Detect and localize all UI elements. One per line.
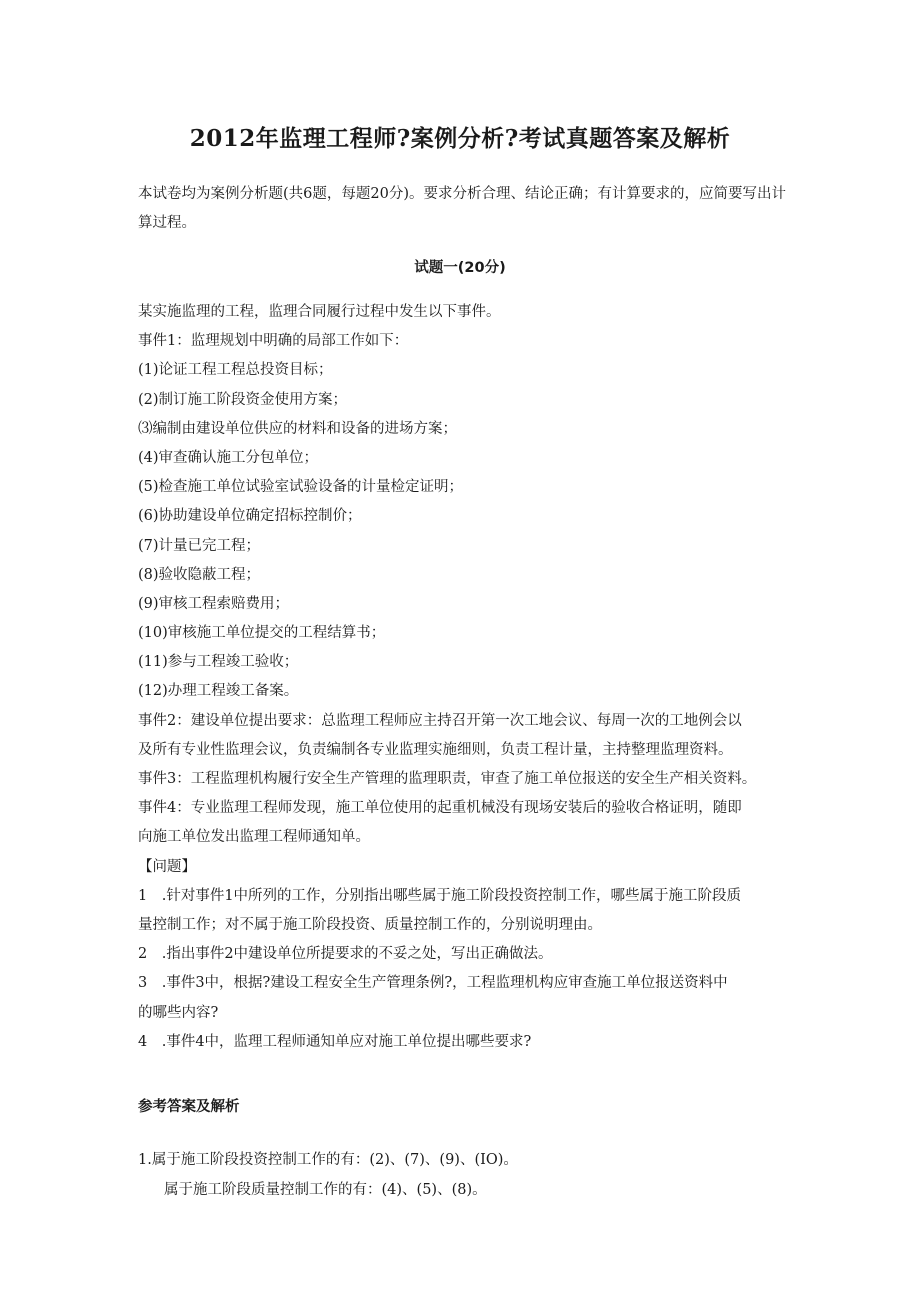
list-item: (4)审查确认施工分包单位； [138, 449, 319, 466]
list-item: (9)审核工程索赔费用； [138, 595, 290, 612]
list-item: (6)协助建设单位确定招标控制价； [138, 508, 362, 525]
answer-heading: 参考答案及解析 [138, 1099, 240, 1115]
text-line: 及所有专业性监理会议，负责编制各专业监理实施细则，负责工程计量，主持整理监理资料。 [138, 741, 733, 758]
exam-instructions: 本试卷均为案例分析题(共6题，每题20分)。要求分析合理、结论正确；有计算要求的，应简要写出计算过程。 [138, 186, 786, 231]
question-item: 4 .事件4中，监理工程师通知单应对施工单位提出哪些要求? [138, 1033, 532, 1050]
list-item: (2)制订施工阶段资金使用方案； [138, 391, 348, 408]
answers-body [138, 1145, 798, 1205]
list-item: ⑶编制由建设单位供应的材料和设备的进场方案； [138, 420, 457, 437]
question-heading: 试题一(20分) [414, 260, 506, 276]
text-line: 事件3：工程监理机构履行安全生产管理的监理职责，审查了施工单位报送的安全生产相关资料。 [138, 771, 757, 787]
text-line: 事件2：建设单位提出要求：总监理工程师应主持召开第一次工地会议、每周一次的工地例会以 [138, 712, 742, 729]
question-item: 量控制工作；对不属于施工阶段投资、质量控制工作的，分别说明理由。 [138, 916, 602, 933]
list-item: (5)检查施工单位试验室试验设备的计量检定证明； [138, 479, 464, 496]
question-item: 1 .针对事件1中所列的工作，分别指出哪些属于施工阶段投资控制工作，哪些属于施工阶段质 [138, 887, 742, 904]
list-item: (10)审核施工单位提交的工程结算书； [138, 625, 386, 642]
question-item: 2 .指出事件2中建设单位所提要求的不妥之处，写出正确做法。 [138, 946, 553, 963]
question-body [138, 298, 798, 1057]
document-title: 2012年监理工程师?案例分析?考试真题答案及解析 [189, 125, 731, 152]
questions-label: 【问题】 [138, 858, 196, 875]
list-item: (7)计量已完工程； [138, 537, 261, 554]
list-item: (12)办理工程竣工备案。 [138, 683, 299, 700]
question-item: 3 .事件3中，根据?建设工程安全生产管理条例?，工程监理机构应审查施工单位报送资料中 [138, 975, 728, 992]
text-line: 事件1：监理规划中明确的局部工作如下： [138, 333, 409, 350]
text-line: 事件4：专业监理工程师发现，施工单位使用的起重机械没有现场安装后的验收合格证明，随即 [138, 800, 742, 817]
question-item: 的哪些内容? [138, 1004, 219, 1021]
list-item: (1)论证工程工程总投资目标； [138, 362, 333, 379]
answer-line: 属于施工阶段质量控制工作的有：(4)、(5)、(8)。 [164, 1182, 487, 1198]
list-item: (11)参与工程竣工验收； [138, 654, 299, 671]
text-line: 某实施监理的工程，监理合同履行过程中发生以下事件。 [138, 304, 501, 320]
answer-line: 1.属于施工阶段投资控制工作的有：(2)、(7)、(9)、(IO)。 [138, 1152, 518, 1168]
list-item: (8)验收隐蔽工程； [138, 566, 261, 583]
text-line: 向施工单位发出监理工程师通知单。 [138, 829, 370, 846]
